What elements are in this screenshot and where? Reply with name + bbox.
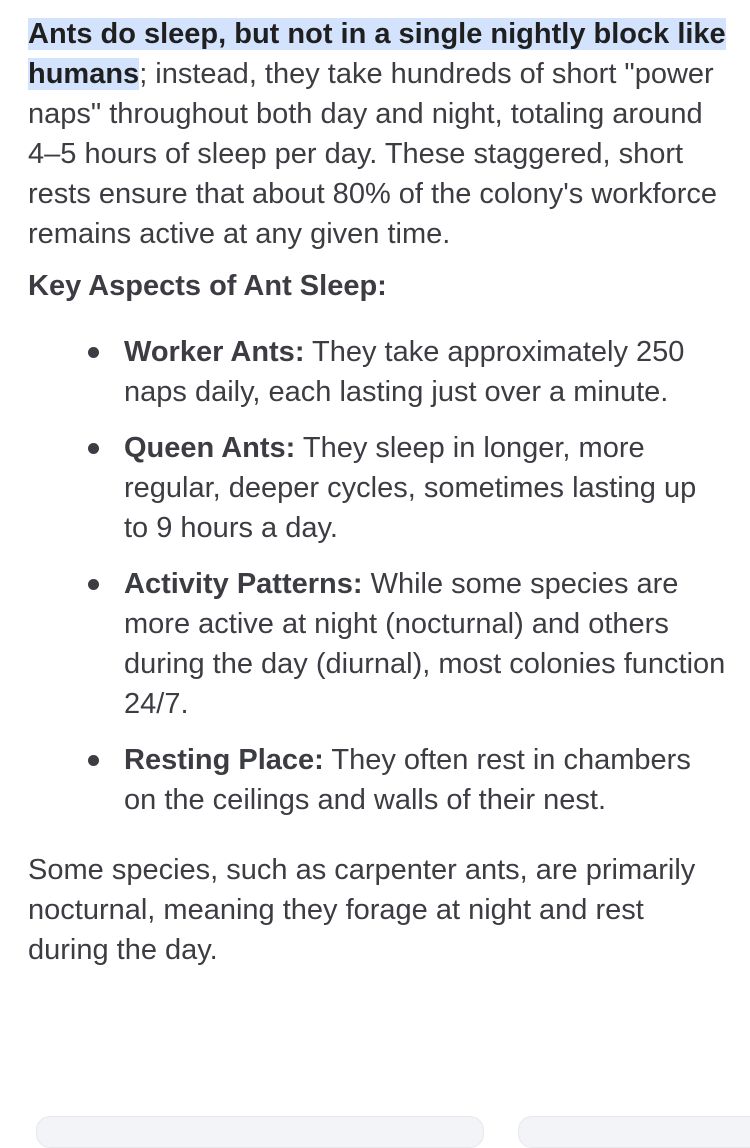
list-item-text: They take approximately 250 naps daily, each lasting just over a minute.: [124, 336, 685, 408]
bullet-icon: [88, 347, 99, 358]
closing-paragraph: Some species, such as carpenter ants, are primarily nocturnal, meaning they forage at night and rest during the day.: [28, 854, 696, 966]
list-item: [124, 564, 728, 724]
aspects-list: [28, 332, 728, 820]
section-heading: Key Aspects of Ant Sleep:: [28, 270, 387, 302]
list-item: [124, 332, 728, 412]
bullet-icon: [88, 755, 99, 766]
bullet-icon: [88, 579, 99, 590]
intro-paragraph: [28, 14, 728, 254]
intro-text: ; instead, they take hundreds of short "power naps" throughout both day and night, totaling around 4–5 hours of sleep per day. These staggered, short rests ensure that about 80% of the colony's workforce remains active at any given time.: [28, 58, 718, 250]
source-card[interactable]: [36, 1116, 484, 1148]
list-item-text: They often rest in chambers on the ceilings and walls of their nest.: [124, 744, 691, 816]
list-item-text: While some species are more active at night (nocturnal) and others during the day (diurnal), most colonies function 24/7.: [124, 568, 726, 720]
source-card[interactable]: [518, 1116, 750, 1148]
list-item-term: Queen Ants:: [124, 432, 296, 464]
highlighted-answer[interactable]: Ants do sleep, but not in a single nightly block like humans: [28, 18, 726, 90]
list-item-term: Worker Ants:: [124, 336, 305, 368]
list-item-term: Resting Place:: [124, 744, 324, 776]
list-item: [124, 428, 728, 548]
list-item: [124, 740, 728, 820]
list-item-term: Activity Patterns:: [124, 568, 363, 600]
answer-content: [28, 14, 728, 970]
list-item-text: They sleep in longer, more regular, deeper cycles, sometimes lasting up to 9 hours a day.: [124, 432, 697, 544]
bullet-icon: [88, 443, 99, 454]
